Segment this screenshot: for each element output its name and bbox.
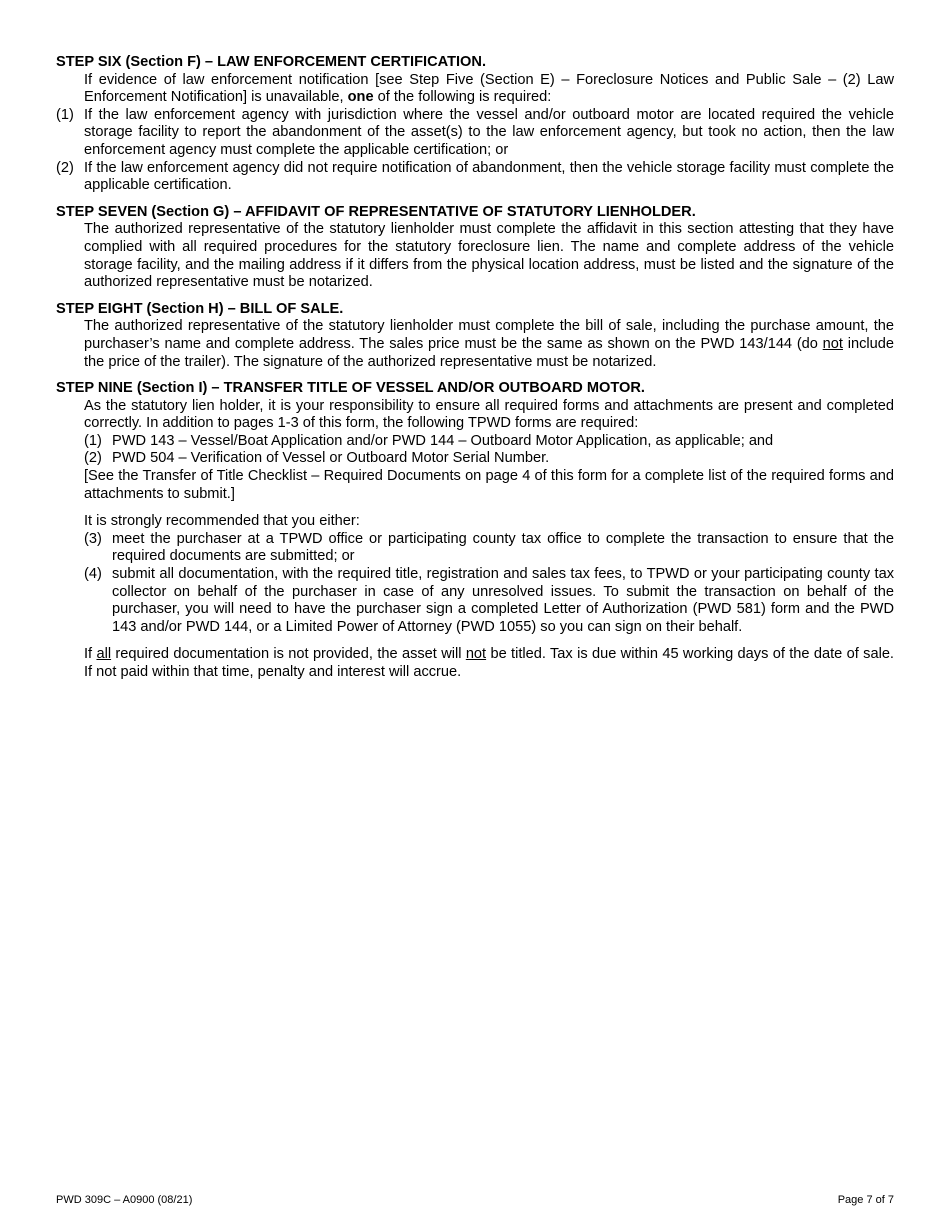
step-eight-underline: not	[822, 335, 843, 352]
list-item-number: (4)	[84, 566, 102, 583]
step-six-section	[56, 54, 894, 195]
step-eight-text-a: The authorized representative of the statutory lienholder must complete the bill of sale, including the purchase amount, the purchaser’s name and complete address. The sales price must be the same as shown on the PWD 143/144 (do	[84, 318, 894, 352]
step-six-intro	[84, 72, 894, 107]
step-six-intro-bold: one	[347, 89, 374, 106]
closing-text-a: If	[84, 646, 97, 663]
step-six-intro-text-a: If evidence of law enforcement notification [see Step Five (Section E) – Foreclosure Notices and Public Sale – (2) Law Enforcement Notification] is unavailable,	[84, 71, 894, 106]
step-seven-section	[56, 204, 894, 292]
list-item-text: PWD 504 – Verification of Vessel or Outboard Motor Serial Number.	[112, 450, 550, 467]
list-item-text: PWD 143 – Vessel/Boat Application and/or PWD 144 – Outboard Motor Application, as applicable; and	[112, 432, 774, 449]
closing-text-c: be titled. Tax is due within 45 working days of the date of sale. If not paid within that time, penalty and interest will accrue.	[84, 646, 894, 680]
step-eight-section	[56, 301, 894, 371]
list-item	[84, 433, 894, 451]
list-item	[56, 160, 894, 195]
step-six-heading: STEP SIX (Section F) – LAW ENFORCEMENT CERTIFICATION.	[56, 54, 486, 70]
step-nine-recommend: It is strongly recommended that you either:	[84, 513, 360, 530]
step-seven-text: The authorized representative of the statutory lienholder must complete the affidavit in this section attesting that they have complied with all required procedures for the statutory foreclosure lien. The name and complete address of the vehicle storage facility, and the mailing address if it differs from the physical location address, must be listed and the signature of the authorized representative must be notarized.	[84, 221, 894, 291]
step-six-body	[84, 72, 894, 107]
list-item	[84, 566, 894, 636]
list-item-number: (2)	[84, 450, 102, 467]
step-six-intro-text-b: of the following is required:	[373, 89, 552, 106]
step-nine-closing	[84, 646, 894, 681]
document-page	[56, 54, 894, 691]
list-item	[84, 450, 894, 468]
step-nine-intro: As the statutory lien holder, it is your responsibility to ensure all required forms and attachments are present and completed correctly. In addition to pages 1-3 of this form, the following TPWD forms are required:	[84, 397, 894, 432]
list-item-number: (1)	[84, 432, 102, 449]
list-item	[56, 107, 894, 160]
footer-page-number: Page 7 of 7	[837, 1194, 894, 1206]
closing-underline-all: all	[96, 646, 112, 663]
step-nine-heading: STEP NINE (Section I) – TRANSFER TITLE OF VESSEL AND/OR OUTBOARD MOTOR.	[56, 380, 645, 397]
step-eight-body	[84, 318, 894, 371]
list-item	[84, 531, 894, 566]
list-item-text: If the law enforcement agency did not require notification of abandonment, then the vehicle storage facility must complete the applicable certification.	[84, 159, 894, 194]
step-eight-heading: STEP EIGHT (Section H) – BILL OF SALE.	[56, 300, 344, 317]
closing-text-b: required documentation is not provided, the asset will	[111, 646, 466, 663]
closing-underline-not: not	[465, 646, 487, 663]
step-nine-see-note: [See the Transfer of Title Checklist – Required Documents on page 4 of this form for a complete list of the required forms and attachments to submit.]	[84, 468, 894, 502]
list-item-number: (2)	[56, 159, 74, 176]
step-six-list	[56, 106, 894, 195]
list-item-text: If the law enforcement agency with jurisdiction where the vessel and/or outboard motor are located required the vehicle storage facility to report the abandonment of the asset(s) to the law enforcement agency, but took no action, then the law enforcement agency must complete the applicable certification; or	[84, 106, 894, 158]
list-item-text: submit all documentation, with the required title, registration and sales tax fees, to TPWD or your participating county tax collector on behalf of the purchaser in case of any unresolved issues. To submit the transaction on behalf of the purchaser, you will need to have the purchaser sign a completed Letter of Authorization (PWD 581) form and the PWD 143 and/or PWD 144, or a Limited Power of Attorney (PWD 1055) so you can sign on their behalf.	[112, 566, 894, 635]
footer-form-id: PWD 309C – A0900 (08/21)	[56, 1194, 193, 1206]
step-nine-section	[56, 380, 894, 682]
step-eight-text	[84, 318, 894, 371]
list-item-number: (3)	[84, 530, 102, 547]
step-nine-body	[84, 398, 894, 682]
step-seven-body	[84, 221, 894, 291]
list-item-text: meet the purchaser at a TPWD office or participating county tax office to complete the transaction to ensure that the required documents are submitted; or	[112, 530, 894, 565]
step-eight-text-b: include the price of the trailer). The signature of the authorized representative must be notarized.	[84, 335, 894, 370]
list-item-number: (1)	[56, 106, 74, 123]
step-seven-heading: STEP SEVEN (Section G) – AFFIDAVIT OF REPRESENTATIVE OF STATUTORY LIENHOLDER.	[56, 203, 696, 220]
